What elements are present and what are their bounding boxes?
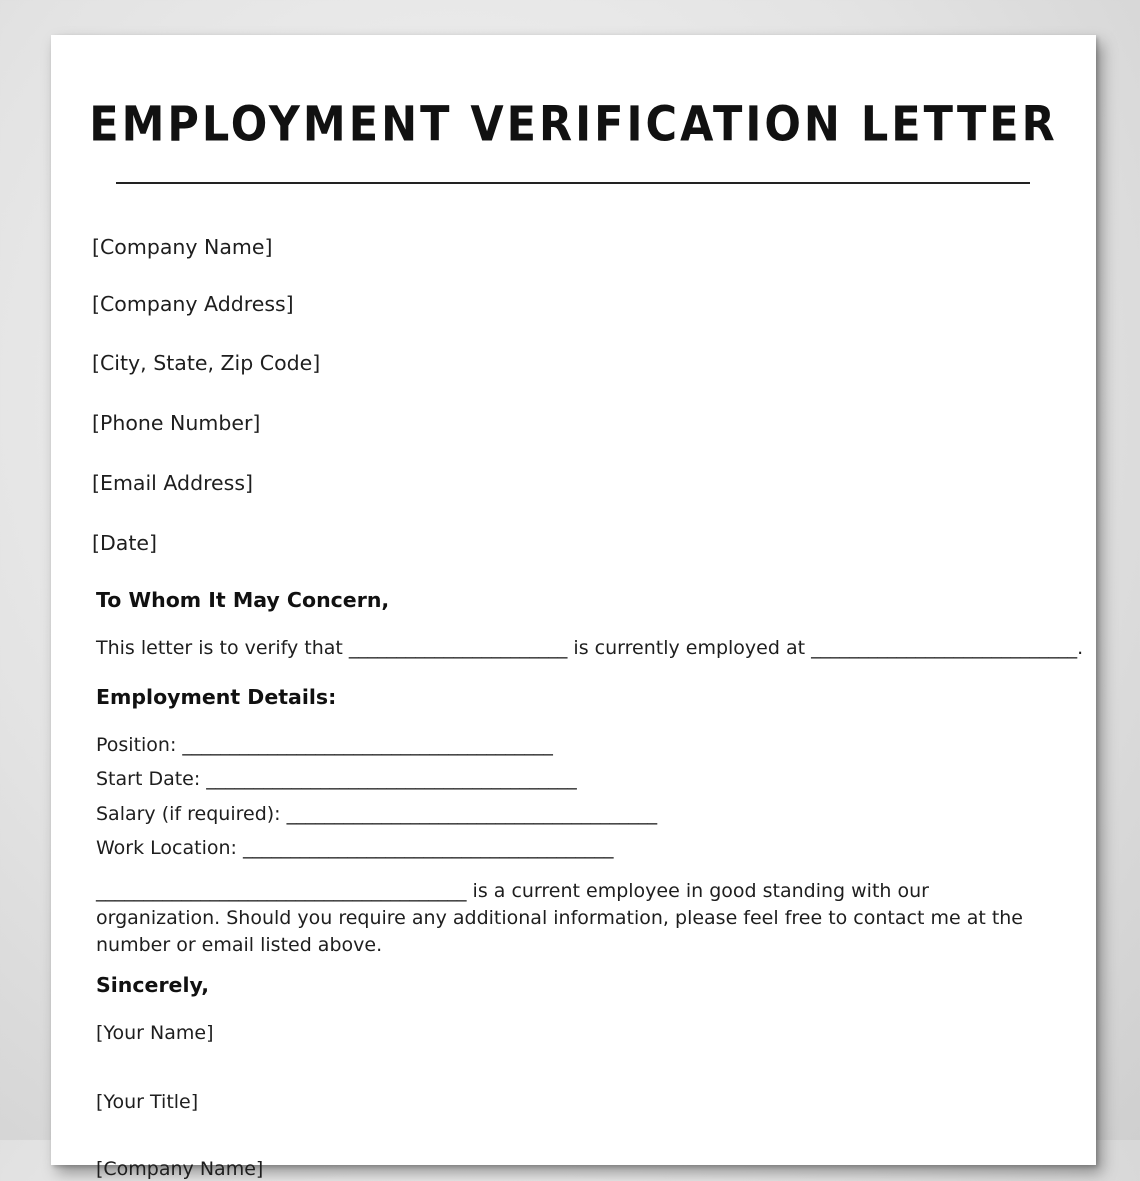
closing-salutation: Sincerely, <box>96 973 210 997</box>
signoff-company-name-placeholder: [Company Name] <box>96 1158 264 1180</box>
company-address-placeholder: [Company Address] <box>92 292 294 316</box>
intro-sentence: This letter is to verify that _______________________ is currently employed at ____________________________. <box>96 637 1084 659</box>
position-field: Position: _______________________________________ <box>96 734 553 756</box>
your-name-placeholder: [Your Name] <box>96 1022 214 1044</box>
closing-paragraph: _______________________________________ is a current employee in good standing with our organization. Should you require any additional information, please feel free to contact me at the number or email listed above. <box>96 880 1024 956</box>
document-title: EMPLOYMENT VERIFICATION LETTER <box>89 97 1058 153</box>
title-divider <box>116 182 1030 184</box>
city-state-zip-placeholder: [City, State, Zip Code] <box>92 351 321 375</box>
date-placeholder: [Date] <box>92 531 157 555</box>
work-location-field: Work Location: _______________________________________ <box>96 837 614 859</box>
start-date-field: Start Date: _______________________________________ <box>96 768 577 790</box>
salutation: To Whom It May Concern, <box>96 588 390 612</box>
company-name-placeholder: [Company Name] <box>92 235 273 259</box>
your-title-placeholder: [Your Title] <box>96 1091 199 1113</box>
employment-details-heading: Employment Details: <box>96 685 337 709</box>
phone-number-placeholder: [Phone Number] <box>92 411 261 435</box>
salary-field: Salary (if required): _______________________________________ <box>96 803 658 825</box>
email-address-placeholder: [Email Address] <box>92 471 254 495</box>
letter-page <box>51 35 1096 1180</box>
